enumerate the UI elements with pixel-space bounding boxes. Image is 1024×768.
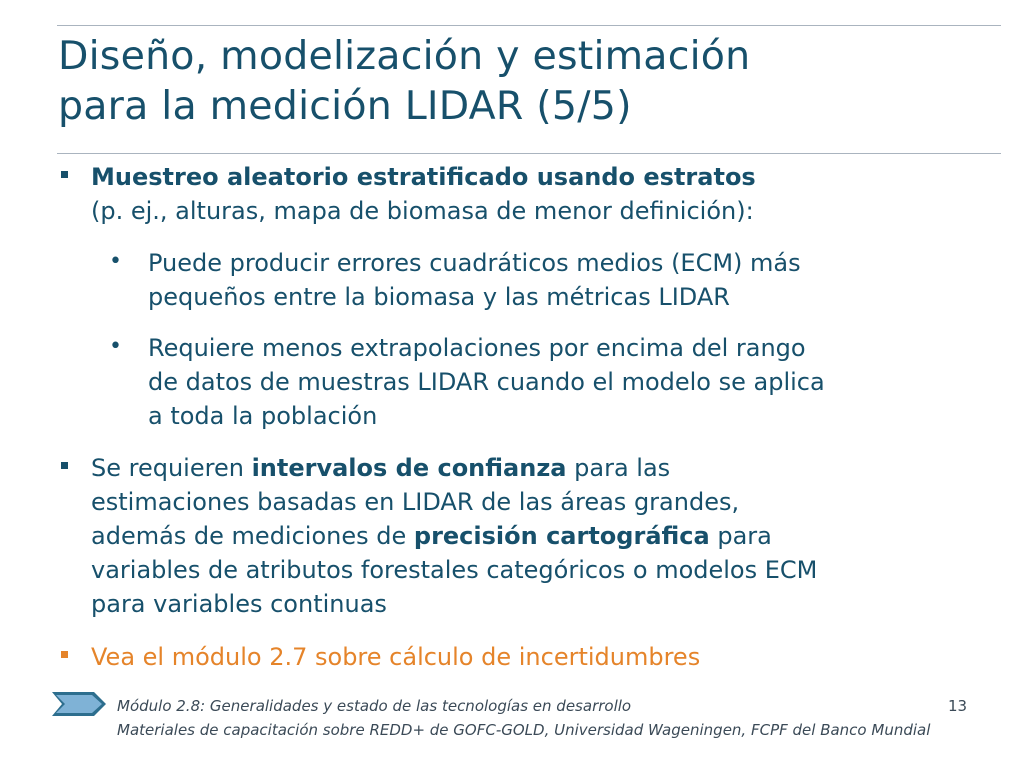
sub-bullet-2-line-2: de datos de muestras LIDAR cuando el modelo se aplica (148, 368, 825, 396)
bullet-2-line-5: para variables continuas (91, 590, 387, 618)
dot-bullet-icon: • (109, 249, 122, 274)
bullet-3: Vea el módulo 2.7 sobre cálculo de incertidumbres (91, 643, 701, 671)
bullet-2-text: además de mediciones de (91, 522, 414, 550)
bullet-2-line-2: estimaciones basadas en LIDAR de las áreas grandes, (91, 488, 740, 516)
title-line-2: para la medición LIDAR (5/5) (58, 83, 632, 129)
dot-bullet-icon: • (109, 334, 122, 359)
footer-module: Módulo 2.8: Generalidades y estado de las tecnologías en desarrollo (117, 697, 632, 715)
bullet-1-bold: Muestreo aleatorio estratificado usando estratos (91, 163, 756, 191)
bullet-2 (91, 451, 817, 621)
bullet-2-bold-1: intervalos de confianza (251, 454, 567, 482)
bullet-2-line-4: variables de atributos forestales categóricos o modelos ECM (91, 556, 818, 584)
bullet-2-text: Se requieren (91, 454, 252, 482)
bullet-1 (91, 160, 756, 228)
page-number: 13 (948, 697, 968, 715)
title-line-1: Diseño, modelización y estimación (58, 33, 751, 79)
square-bullet-icon (61, 462, 68, 469)
bullet-2-text: para las (566, 454, 671, 482)
sub-bullet-1-line-2: pequeños entre la biomasa y las métricas LIDAR (148, 283, 730, 311)
bullet-2-bold-2: precisión cartográfica (413, 522, 710, 550)
sub-bullet-2-line-3: a toda la población (148, 402, 378, 430)
square-bullet-icon (61, 651, 68, 658)
sub-bullet-1 (148, 246, 801, 314)
arrow-chevron-icon (50, 690, 108, 718)
sub-bullet-1-line-1: Puede producir errores cuadráticos medios (ECM) más (148, 249, 801, 277)
sub-bullet-2 (148, 331, 825, 433)
bullet-1-rest: (p. ej., alturas, mapa de biomasa de menor definición): (91, 197, 754, 225)
bullet-2-text: para (709, 522, 772, 550)
footer-credits: Materiales de capacitación sobre REDD+ de GOFC-GOLD, Universidad Wageningen, FCPF del Banco Mundial (117, 721, 931, 739)
square-bullet-icon (61, 171, 68, 178)
sub-bullet-2-line-1: Requiere menos extrapolaciones por encima del rango (148, 334, 806, 362)
